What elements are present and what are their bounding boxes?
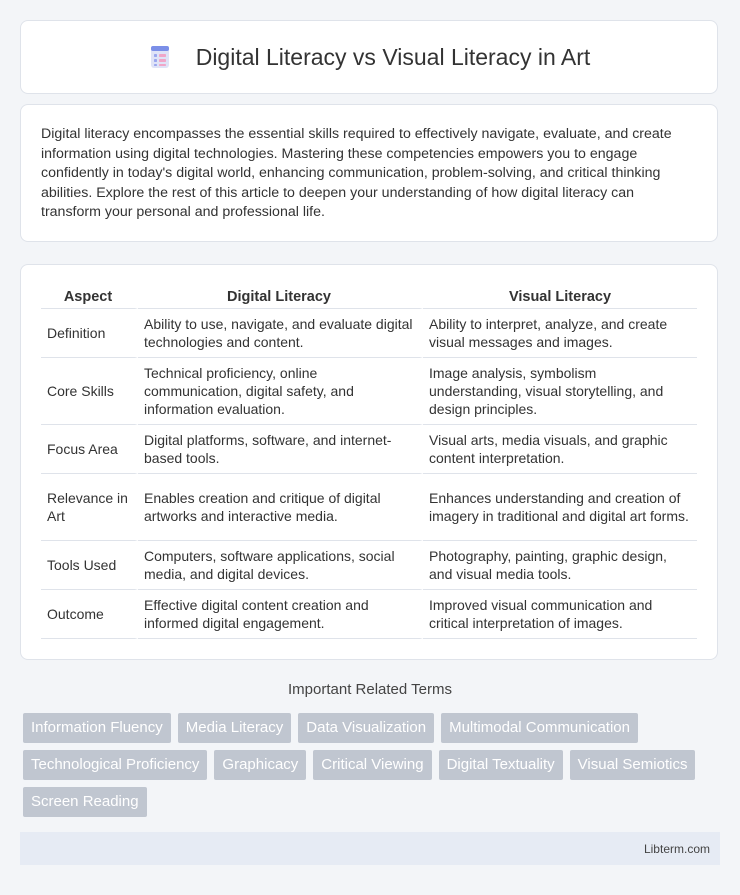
- row-digital: Digital platforms, software, and internet-based tools.: [138, 425, 423, 474]
- footer: [20, 832, 720, 865]
- row-visual: Image analysis, symbolism understanding, visual storytelling, and design principles.: [423, 358, 697, 425]
- term-tag[interactable]: Technological Proficiency: [23, 750, 207, 780]
- row-visual: Enhances understanding and creation of imagery in traditional and digital art forms.: [423, 474, 697, 541]
- row-aspect: Core Skills: [41, 358, 138, 425]
- document-icon: [148, 44, 174, 70]
- row-aspect: Relevance in Art: [41, 474, 138, 541]
- header-visual-literacy: Visual Literacy: [423, 285, 697, 309]
- row-digital: Enables creation and critique of digital artworks and interactive media.: [138, 474, 423, 541]
- row-visual: Improved visual communication and critical interpretation of images.: [423, 590, 697, 639]
- table-row: [41, 309, 697, 358]
- term-tag[interactable]: Media Literacy: [178, 713, 292, 743]
- comparison-card: [20, 264, 718, 660]
- header-inner: [148, 44, 591, 71]
- footer-site-link[interactable]: Libterm.com: [643, 841, 710, 856]
- row-digital: Ability to use, navigate, and evaluate digital technologies and content.: [138, 309, 423, 358]
- term-tag[interactable]: Graphicacy: [214, 750, 306, 780]
- header-digital-literacy: Digital Literacy: [138, 285, 423, 309]
- row-digital: Technical proficiency, online communication, digital safety, and information evaluation.: [138, 358, 423, 425]
- table-header-row: [41, 285, 697, 309]
- term-tag[interactable]: Critical Viewing: [313, 750, 431, 780]
- row-aspect: Tools Used: [41, 541, 138, 590]
- term-tag[interactable]: Visual Semiotics: [570, 750, 696, 780]
- intro-text: Digital literacy encompasses the essential skills required to effectively navigate, evaluate, and create information using digital technologies. Mastering these competencies empowers you to engage confidently in today's digital world, enhancing communication, problem-solving, and critical thinking abilities. Explore the rest of this article to deepen your understanding of how digital literacy can transform your personal and professional life.: [41, 126, 672, 221]
- related-terms-title: Important Related Terms: [288, 681, 452, 698]
- row-aspect: Focus Area: [41, 425, 138, 474]
- table-row: [41, 474, 697, 541]
- intro-card: [20, 104, 718, 242]
- term-tag[interactable]: Data Visualization: [298, 713, 434, 743]
- row-aspect: Definition: [41, 309, 138, 358]
- header-card: [20, 20, 718, 94]
- term-tag[interactable]: Information Fluency: [23, 713, 171, 743]
- row-visual: Ability to interpret, analyze, and create visual messages and images.: [423, 309, 697, 358]
- table-row: [41, 541, 697, 590]
- row-visual: Photography, painting, graphic design, and visual media tools.: [423, 541, 697, 590]
- table-row: [41, 590, 697, 639]
- term-tag[interactable]: Digital Textuality: [439, 750, 563, 780]
- table-row: [41, 358, 697, 425]
- comparison-table: [41, 285, 697, 639]
- row-digital: Effective digital content creation and informed digital engagement.: [138, 590, 423, 639]
- row-visual: Visual arts, media visuals, and graphic content interpretation.: [423, 425, 697, 474]
- term-tag[interactable]: Screen Reading: [23, 787, 147, 817]
- related-terms-list: [23, 713, 703, 817]
- term-tag[interactable]: Multimodal Communication: [441, 713, 638, 743]
- table-row: [41, 425, 697, 474]
- row-digital: Computers, software applications, social media, and digital devices.: [138, 541, 423, 590]
- header-aspect: Aspect: [41, 285, 138, 309]
- page-title: Digital Literacy vs Visual Literacy in Art: [195, 43, 591, 70]
- row-aspect: Outcome: [41, 590, 138, 639]
